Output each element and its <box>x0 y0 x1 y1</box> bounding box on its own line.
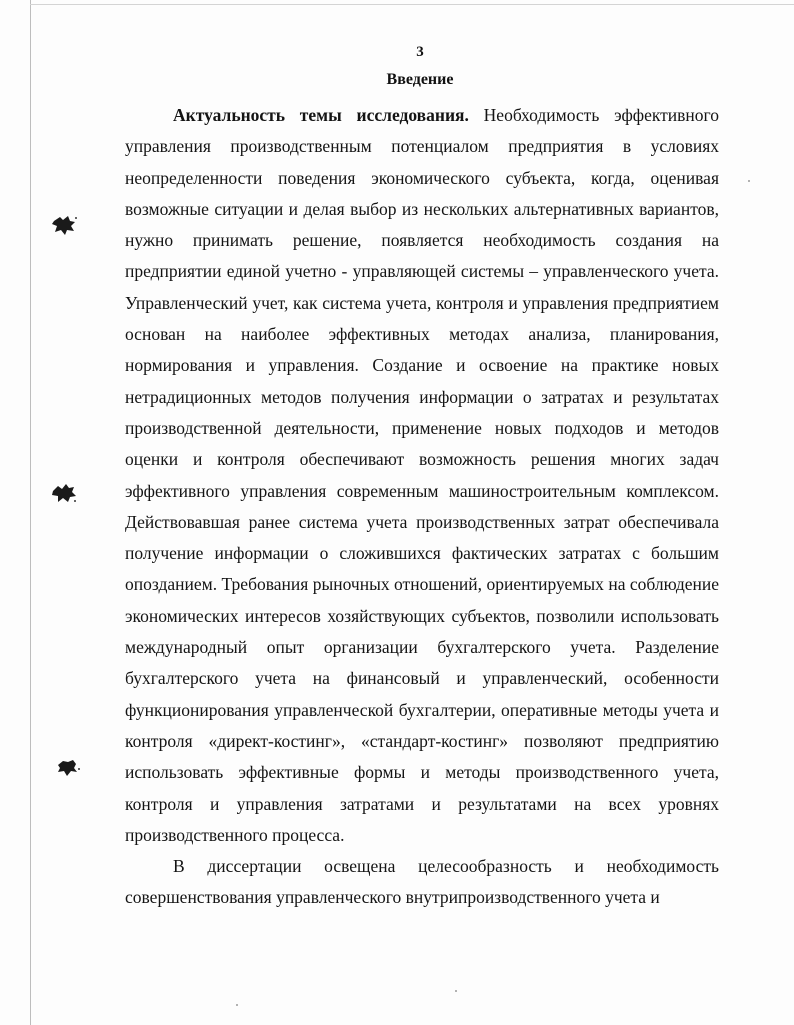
page-number: 3 <box>416 44 424 60</box>
scan-speck <box>455 990 457 992</box>
body-text <box>125 100 719 914</box>
paragraph-2: В диссертации освещена целесообразность и необходимость совершенствования управленческого внутрипроизводственного учета и <box>125 856 719 908</box>
paragraph-lead: Актуальность темы исследования. <box>173 105 469 125</box>
punch-hole-blot-icon <box>54 756 82 780</box>
scan-left-edge <box>30 0 31 1025</box>
scan-speck <box>236 1004 238 1006</box>
scan-top-edge <box>30 4 794 5</box>
paragraph-1-text: Необходимость эффективного управления производственным потенциалом предприятия в условиях неопределенности поведения экономического субъекта, когда, оценивая возможные ситуации и делая выбор из нескольких альтернативных вариантов, нужно принимать решение, появляется необходимость создания на предприятии единой учетно - управляющей системы – управленческого учета. Управленческий учет, как система учета, контроля и управления предприятием основан на наиболее эффективных методах анализа, планирования, нормирования и управления. Создание и освоение на практике новых нетрадиционных методов получения информации о затратах и результатах производственной деятельности, применение новых подходов и методов оценки и контроля обеспечивают возможность решения многих задач эффективного управления современным машиностроительным комплексом. Действовавшая ранее система учета производственных затрат обеспечивала получение информации о сложившихся фактических затратах с большим опозданием. Требования рыночных отношений, ориентируемых на соблюдение экономических интересов хозяйствующих субъектов, позволили использовать международный опыт организации бухгалтерского учета. Разделение бухгалтерского учета на финансовый и управленческий, особенности функционирования управленческой бухгалтерии, оперативные методы учета и контроля «директ-костинг», «стандарт-костинг» позволяют предприятию использовать эффективные формы и методы производственного учета, контроля и управления затратами и результатами на всех уровнях производственного процесса. <box>125 105 719 845</box>
punch-hole-blot-icon <box>50 213 78 237</box>
section-heading: Введение <box>386 71 454 88</box>
paragraph-1 <box>125 100 719 851</box>
punch-hole-blot-icon <box>50 481 78 505</box>
scan-speck <box>748 180 750 182</box>
